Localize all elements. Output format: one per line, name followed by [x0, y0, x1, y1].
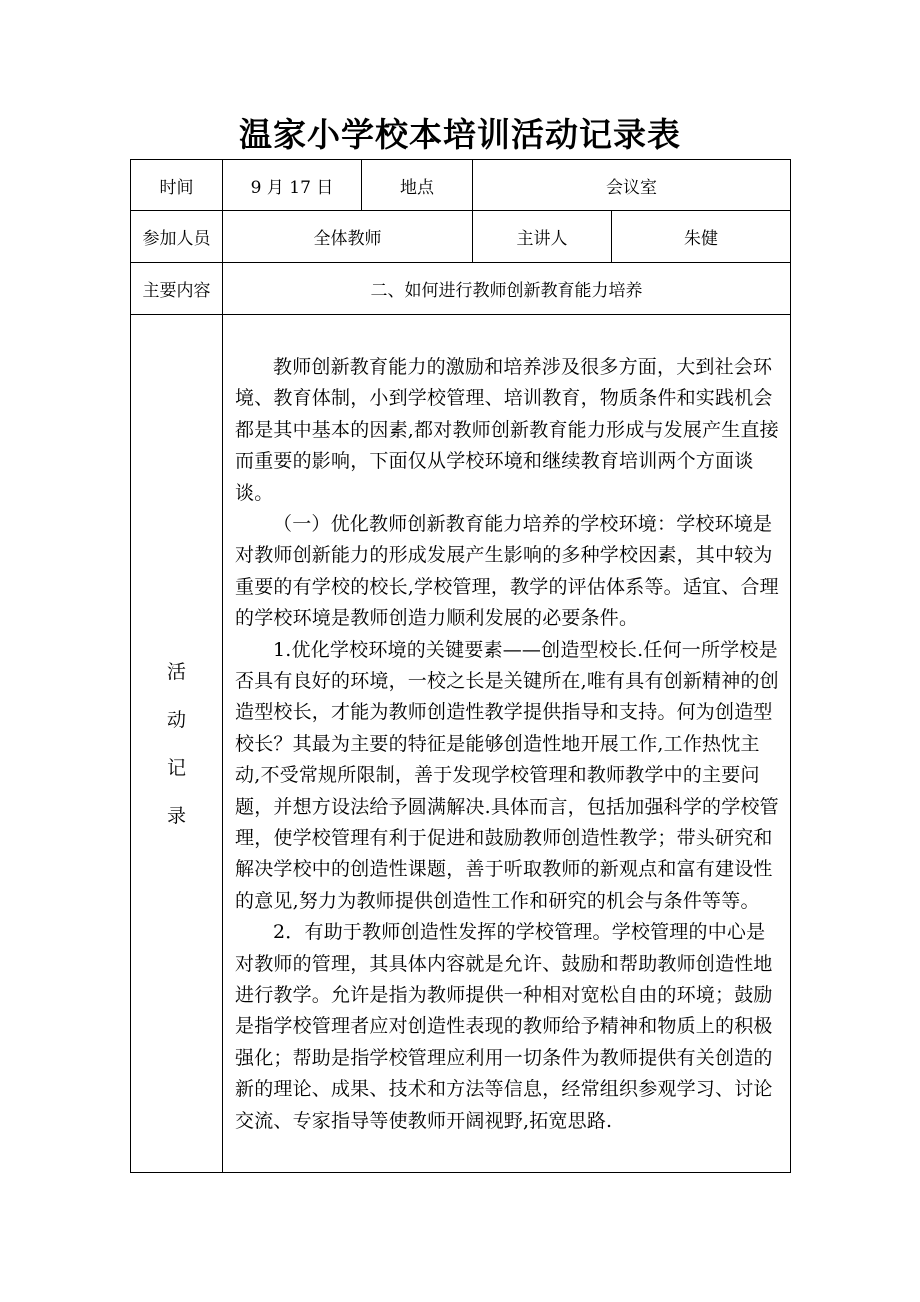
table-row-time-place [131, 160, 791, 211]
activity-label [131, 315, 222, 1172]
participants-label: 参加人员 [131, 211, 223, 263]
place-value: 会议室 [473, 160, 791, 211]
record-paragraph: 1.优化学校环境的关键要素——创造型校长.任何一所学校是否具有良好的环境，一校之长是关键所在,唯有具有创新精神的创造型校长，才能为教师创造性教学提供指导和支持。何为创造型校长？其最为主要的特征是能够创造性地开展工作,工作热忱主动,不受常规所限制，善于发现学校管理和教师教学中的主要问题，并想方设法给予圆满解决.具体而言，包括加强科学的学校管理，使学校管理有利于促进和鼓励教师创造性教学；带头研究和解决学校中的创造性课题，善于听取教师的新观点和富有建设性的意见,努力为教师提供创造性工作和研究的机会与条件等等。 [235, 638, 779, 912]
content-label: 主要内容 [131, 263, 223, 315]
activity-label-char: 活 [166, 660, 186, 683]
record-table [130, 159, 791, 1173]
activity-record-cell [223, 315, 791, 1173]
speaker-value: 朱健 [612, 211, 791, 263]
table-row-participants [131, 211, 791, 263]
page-title: 温家小学校本培训活动记录表 [239, 115, 681, 154]
time-value: 9 月 17 日 [223, 160, 362, 211]
speaker-label: 主讲人 [473, 211, 612, 263]
content-value: 二、如何进行教师创新教育能力培养 [223, 263, 791, 315]
activity-label-cell [131, 315, 223, 1173]
activity-label-char: 动 [166, 708, 186, 731]
time-label: 时间 [131, 160, 223, 211]
table-row-main-content [131, 263, 791, 315]
table-row-activity-record [131, 315, 791, 1173]
record-paragraph: 2．有助于教师创造性发挥的学校管理。学校管理的中心是对教师的管理，其具体内容就是允许、鼓励和帮助教师创造性地进行教学。允许是指为教师提供一种相对宽松自由的环境；鼓励是指学校管理者应对创造性表现的教师给予精神和物质上的积极强化；帮助是指学校管理应利用一切条件为教师提供有关创造的新的理论、成果、技术和方法等信息，经常组织参观学习、讨论交流、专家指导等使教师开阔视野,拓宽思路. [235, 921, 773, 1132]
record-paragraph: （一）优化教师创新教育能力培养的学校环境：学校环境是对教师创新能力的形成发展产生影响的多种学校因素，其中较为重要的有学校的校长,学校管理，教学的评估体系等。适宜、合理的学校环境是教师创造力顺利发展的必要条件。 [235, 512, 779, 630]
activity-label-char: 记 [166, 756, 186, 779]
activity-label-char: 录 [166, 804, 186, 827]
activity-record-body [223, 350, 790, 1137]
participants-value: 全体教师 [223, 211, 473, 263]
record-paragraph: 教师创新教育能力的激励和培养涉及很多方面，大到社会环境、教育体制，小到学校管理、培训教育，物质条件和实践机会都是其中基本的因素,都对教师创新教育能力形成与发展产生直接而重要的影响，下面仅从学校环境和继续教育培训两个方面谈谈。 [235, 355, 779, 504]
place-label: 地点 [362, 160, 473, 211]
